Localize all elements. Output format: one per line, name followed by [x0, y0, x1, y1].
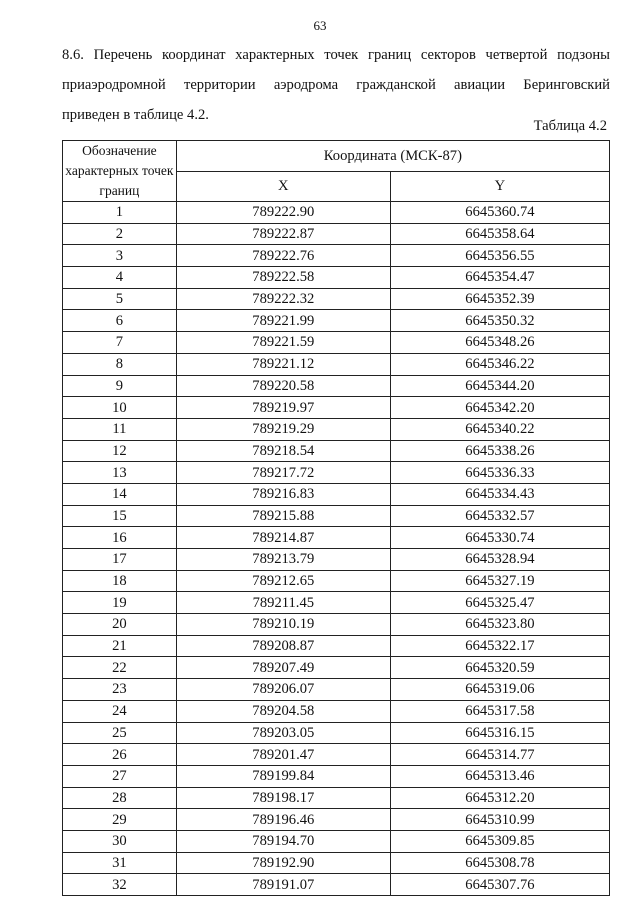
y-coordinate-cell: 6645350.32	[390, 310, 609, 332]
table-row	[63, 679, 610, 701]
point-number-cell: 23	[63, 679, 177, 701]
table-row	[63, 245, 610, 267]
x-coordinate-cell: 789222.90	[176, 202, 390, 224]
table-body	[63, 202, 610, 896]
x-coordinate-cell: 789194.70	[176, 830, 390, 852]
y-coordinate-cell: 6645322.17	[390, 635, 609, 657]
x-coordinate-cell: 789206.07	[176, 679, 390, 701]
y-coordinate-cell: 6645330.74	[390, 527, 609, 549]
y-coordinate-cell: 6645354.47	[390, 267, 609, 289]
y-coordinate-cell: 6645323.80	[390, 614, 609, 636]
point-number-cell: 26	[63, 744, 177, 766]
table-row	[63, 592, 610, 614]
y-coordinate-cell: 6645346.22	[390, 353, 609, 375]
point-number-cell: 32	[63, 874, 177, 896]
point-number-cell: 22	[63, 657, 177, 679]
intro-line-1: 8.6. Перечень координат характерных точек границ секторов четвертой подзоны	[62, 47, 610, 63]
point-number-cell: 10	[63, 397, 177, 419]
y-coordinate-cell: 6645319.06	[390, 679, 609, 701]
x-coordinate-cell: 789208.87	[176, 635, 390, 657]
x-coordinate-cell: 789207.49	[176, 657, 390, 679]
y-coordinate-cell: 6645332.57	[390, 505, 609, 527]
x-header: X	[176, 171, 390, 202]
table-row	[63, 787, 610, 809]
x-coordinate-cell: 789211.45	[176, 592, 390, 614]
table-row	[63, 332, 610, 354]
intro-line-2: приаэродромной территории аэродрома гражданской авиации Беринговский	[62, 77, 610, 93]
table-header	[63, 141, 610, 202]
x-coordinate-cell: 789216.83	[176, 483, 390, 505]
y-coordinate-cell: 6645309.85	[390, 830, 609, 852]
point-number-cell: 9	[63, 375, 177, 397]
point-number-cell: 6	[63, 310, 177, 332]
point-number-cell: 18	[63, 570, 177, 592]
x-coordinate-cell: 789222.76	[176, 245, 390, 267]
x-coordinate-cell: 789222.87	[176, 223, 390, 245]
point-number-cell: 5	[63, 288, 177, 310]
y-coordinate-cell: 6645348.26	[390, 332, 609, 354]
x-coordinate-cell: 789213.79	[176, 549, 390, 571]
x-coordinate-cell: 789218.54	[176, 440, 390, 462]
table-row	[63, 440, 610, 462]
point-number-cell: 16	[63, 527, 177, 549]
table-row	[63, 310, 610, 332]
y-coordinate-cell: 6645328.94	[390, 549, 609, 571]
x-coordinate-cell: 789222.58	[176, 267, 390, 289]
point-number-cell: 7	[63, 332, 177, 354]
y-coordinate-cell: 6645360.74	[390, 202, 609, 224]
table-row	[63, 549, 610, 571]
point-number-cell: 3	[63, 245, 177, 267]
point-number-cell: 27	[63, 765, 177, 787]
point-number-cell: 4	[63, 267, 177, 289]
table-row	[63, 700, 610, 722]
point-number-cell: 14	[63, 483, 177, 505]
x-coordinate-cell: 789210.19	[176, 614, 390, 636]
table-row	[63, 744, 610, 766]
y-coordinate-cell: 6645307.76	[390, 874, 609, 896]
point-number-cell: 19	[63, 592, 177, 614]
y-coordinate-cell: 6645320.59	[390, 657, 609, 679]
table-row	[63, 375, 610, 397]
table-row	[63, 614, 610, 636]
table-row	[63, 288, 610, 310]
x-coordinate-cell: 789222.32	[176, 288, 390, 310]
point-number-cell: 15	[63, 505, 177, 527]
x-coordinate-cell: 789198.17	[176, 787, 390, 809]
x-coordinate-cell: 789217.72	[176, 462, 390, 484]
table-row	[63, 765, 610, 787]
y-coordinate-cell: 6645325.47	[390, 592, 609, 614]
y-coordinate-cell: 6645314.77	[390, 744, 609, 766]
x-coordinate-cell: 789220.58	[176, 375, 390, 397]
point-number-cell: 28	[63, 787, 177, 809]
x-coordinate-cell: 789199.84	[176, 765, 390, 787]
table-row	[63, 397, 610, 419]
y-header: Y	[390, 171, 609, 202]
table-row	[63, 418, 610, 440]
y-coordinate-cell: 6645358.64	[390, 223, 609, 245]
point-number-cell: 21	[63, 635, 177, 657]
point-number-cell: 30	[63, 830, 177, 852]
table-row	[63, 635, 610, 657]
table-row	[63, 505, 610, 527]
table-row	[63, 353, 610, 375]
coordinate-system-header: Координата (МСК-87)	[176, 141, 609, 172]
x-coordinate-cell: 789221.59	[176, 332, 390, 354]
x-coordinate-cell: 789212.65	[176, 570, 390, 592]
point-number-cell: 12	[63, 440, 177, 462]
point-number-cell: 2	[63, 223, 177, 245]
x-coordinate-cell: 789201.47	[176, 744, 390, 766]
table-row	[63, 527, 610, 549]
table-row	[63, 830, 610, 852]
x-coordinate-cell: 789203.05	[176, 722, 390, 744]
y-coordinate-cell: 6645352.39	[390, 288, 609, 310]
point-number-cell: 29	[63, 809, 177, 831]
y-coordinate-cell: 6645316.15	[390, 722, 609, 744]
x-coordinate-cell: 789214.87	[176, 527, 390, 549]
x-coordinate-cell: 789204.58	[176, 700, 390, 722]
table-row	[63, 809, 610, 831]
table-row	[63, 852, 610, 874]
point-label-header: Обозначение характерных точек границ	[63, 141, 177, 202]
y-coordinate-cell: 6645312.20	[390, 787, 609, 809]
table-row	[63, 657, 610, 679]
x-coordinate-cell: 789221.12	[176, 353, 390, 375]
intro-line-3: приведен в таблице 4.2.	[62, 107, 209, 123]
y-coordinate-cell: 6645310.99	[390, 809, 609, 831]
y-coordinate-cell: 6645342.20	[390, 397, 609, 419]
y-coordinate-cell: 6645340.22	[390, 418, 609, 440]
intro-paragraph	[62, 40, 610, 130]
x-coordinate-cell: 789196.46	[176, 809, 390, 831]
y-coordinate-cell: 6645327.19	[390, 570, 609, 592]
point-number-cell: 24	[63, 700, 177, 722]
table-row	[63, 202, 610, 224]
y-coordinate-cell: 6645334.43	[390, 483, 609, 505]
x-coordinate-cell: 789219.29	[176, 418, 390, 440]
table-row	[63, 570, 610, 592]
x-coordinate-cell: 789219.97	[176, 397, 390, 419]
y-coordinate-cell: 6645313.46	[390, 765, 609, 787]
point-number-cell: 13	[63, 462, 177, 484]
table-row	[63, 223, 610, 245]
point-number-cell: 1	[63, 202, 177, 224]
point-number-cell: 17	[63, 549, 177, 571]
table-row	[63, 722, 610, 744]
x-coordinate-cell: 789215.88	[176, 505, 390, 527]
point-number-cell: 31	[63, 852, 177, 874]
point-number-cell: 25	[63, 722, 177, 744]
table-row	[63, 267, 610, 289]
y-coordinate-cell: 6645336.33	[390, 462, 609, 484]
point-number-cell: 20	[63, 614, 177, 636]
y-coordinate-cell: 6645356.55	[390, 245, 609, 267]
table-row	[63, 462, 610, 484]
table-row	[63, 483, 610, 505]
y-coordinate-cell: 6645338.26	[390, 440, 609, 462]
point-number-cell: 11	[63, 418, 177, 440]
coordinates-table	[62, 140, 610, 896]
y-coordinate-cell: 6645308.78	[390, 852, 609, 874]
x-coordinate-cell: 789221.99	[176, 310, 390, 332]
x-coordinate-cell: 789191.07	[176, 874, 390, 896]
point-number-cell: 8	[63, 353, 177, 375]
page-number: 63	[313, 18, 327, 33]
x-coordinate-cell: 789192.90	[176, 852, 390, 874]
table-header-row	[63, 141, 610, 172]
table-caption: Таблица 4.2	[533, 118, 607, 134]
y-coordinate-cell: 6645344.20	[390, 375, 609, 397]
y-coordinate-cell: 6645317.58	[390, 700, 609, 722]
table-row	[63, 874, 610, 896]
